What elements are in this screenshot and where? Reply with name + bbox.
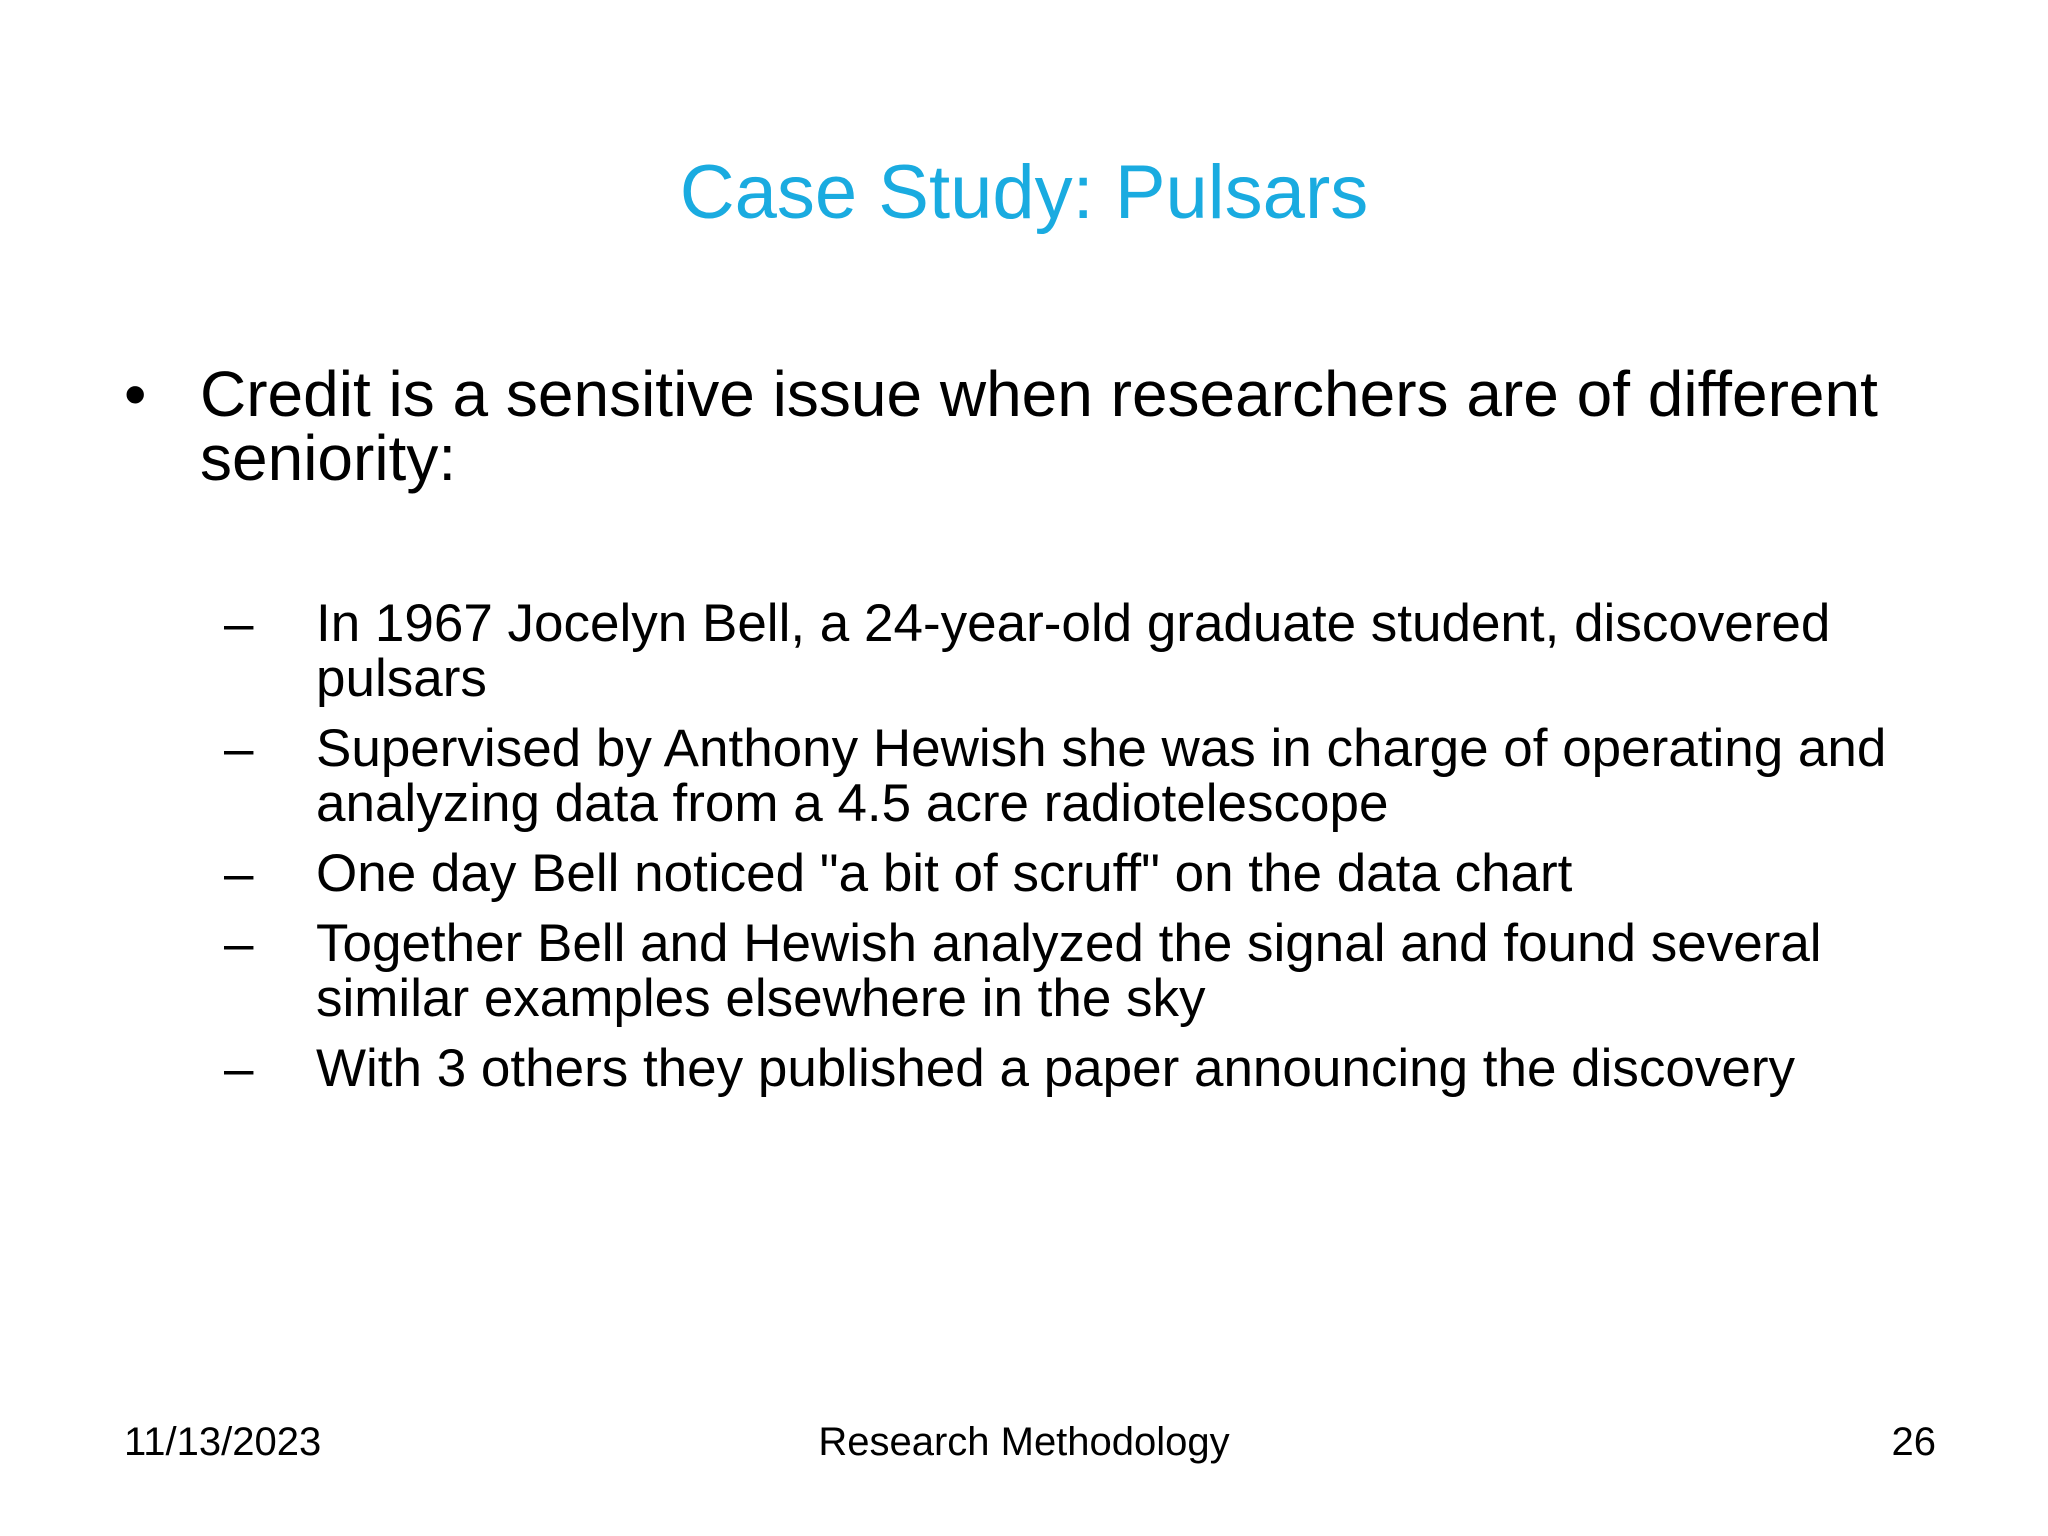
sub-bullet-mark: – [224,719,254,778]
bullet-list [124,358,1964,1098]
slide-number: 26 [1891,1420,1936,1464]
sub-bullet-item [224,846,1984,901]
sub-bullet-list [224,596,1984,1111]
sub-bullet-text: In 1967 Jocelyn Bell, a 24-year-old graduate student, discovered pulsars [316,594,1831,708]
sub-bullet-mark: – [224,1039,254,1098]
sub-bullet-text: One day Bell noticed "a bit of scruff" on the data chart [316,844,1573,903]
sub-bullet-item [224,916,1984,1026]
bullet-text: Credit is a sensitive issue when researchers are of different seniority: [200,358,1878,494]
sub-bullet-text: With 3 others they published a paper announcing the discovery [316,1039,1796,1098]
sub-bullet-item [224,1041,1984,1096]
sub-bullet-text: Together Bell and Hewish analyzed the signal and found several similar examples elsewhere in the sky [316,914,1822,1028]
bullet-mark: • [124,358,147,430]
bullet-item [124,358,1964,1098]
footer-date: 11/13/2023 [124,1420,322,1464]
sub-bullet-mark: – [224,844,254,903]
sub-bullet-mark: – [224,594,254,653]
sub-bullet-text: Supervised by Anthony Hewish she was in charge of operating and analyzing data from a 4.5 acre radiotelescope [316,719,1887,833]
sub-bullet-item [224,596,1984,706]
sub-bullet-mark: – [224,914,254,973]
sub-bullet-item [224,721,1984,831]
slide-title: Case Study: Pulsars [679,150,1369,235]
footer-title: Research Methodology [818,1420,1230,1464]
